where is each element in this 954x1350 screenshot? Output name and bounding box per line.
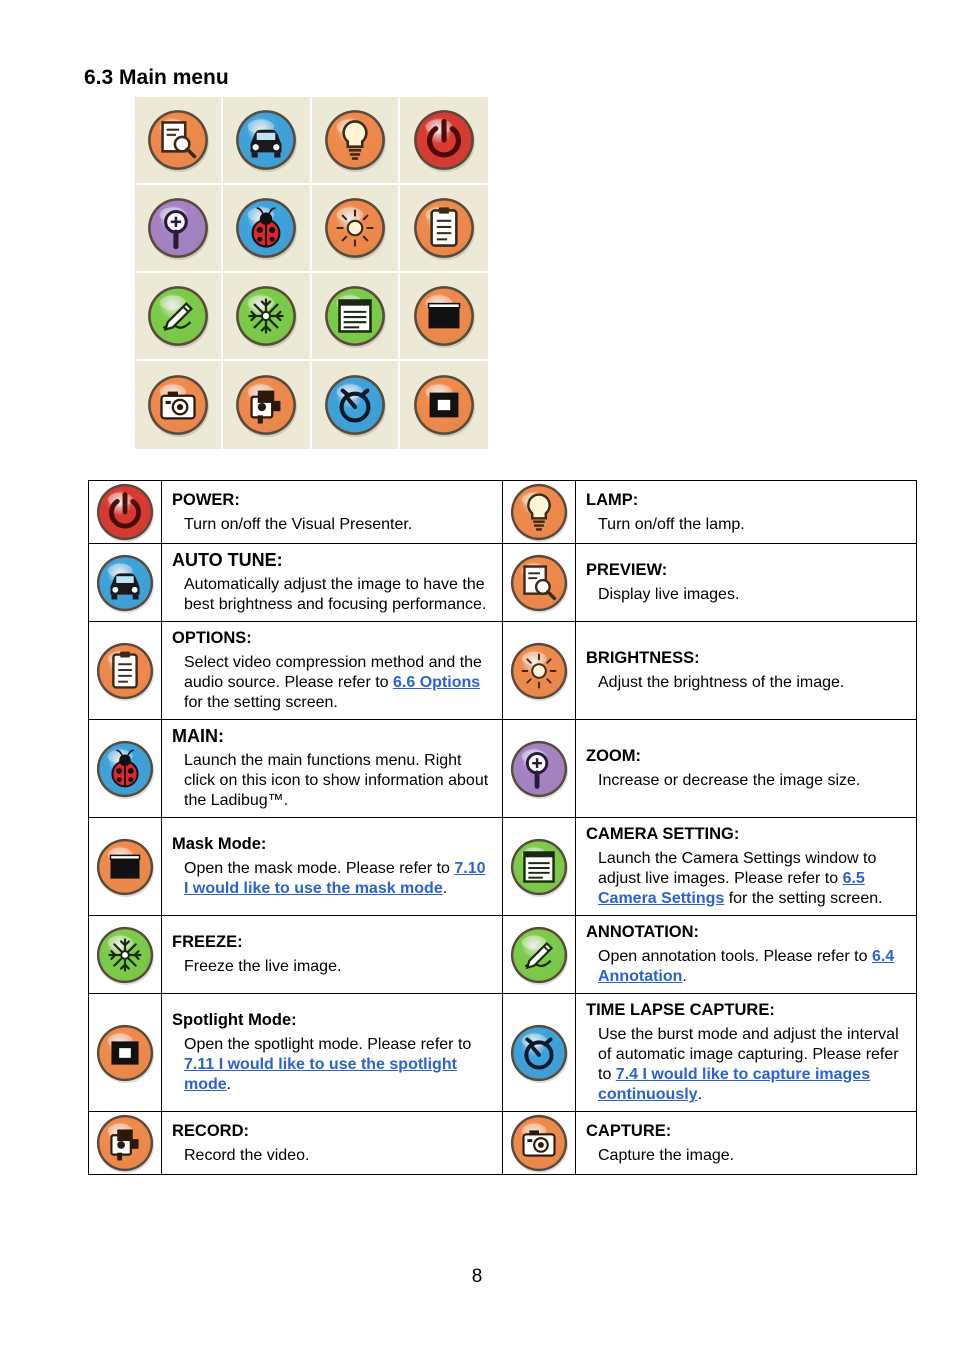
function-title: AUTO TUNE:: [172, 550, 283, 570]
function-title: PREVIEW:: [586, 561, 668, 579]
options-icon: [411, 195, 477, 261]
table-row: [89, 1112, 917, 1175]
function-title: CAPTURE:: [586, 1121, 672, 1140]
ladybug-icon: [94, 738, 156, 800]
grid-cell-ladybug: [223, 185, 311, 273]
function-description: [586, 771, 908, 791]
function-title: Spotlight Mode:: [172, 1011, 297, 1029]
grid-cell-freeze: [223, 273, 311, 361]
description-text: Select video compression method and the audio source. Please refer to: [184, 654, 482, 691]
description-text: for the setting screen.: [724, 890, 883, 907]
function-description: [172, 751, 494, 811]
function-description-cell: [576, 1112, 917, 1175]
function-description-cell: [162, 916, 503, 994]
function-icon-cell: [89, 720, 162, 818]
spotlight-icon: [94, 1022, 156, 1084]
function-description-cell: [576, 720, 917, 818]
main-menu-reference-table: [88, 480, 917, 1175]
cross-reference-link[interactable]: 6.5 Camera Settings: [598, 870, 865, 907]
preview-icon: [145, 107, 211, 173]
power-icon: [94, 481, 156, 543]
options-icon: [94, 640, 156, 702]
function-description: [172, 957, 494, 977]
main-menu-icon-grid: [135, 97, 488, 449]
camera-setting-icon: [322, 283, 388, 349]
function-title: RECORD:: [172, 1121, 249, 1140]
auto-tune-icon: [233, 107, 299, 173]
brightness-icon: [508, 640, 570, 702]
description-text: .: [442, 880, 448, 897]
function-description-cell: [576, 544, 917, 622]
mask-mode-icon: [411, 283, 477, 349]
grid-cell-zoom: [135, 185, 223, 273]
table-row: [89, 720, 917, 818]
function-title: TIME LAPSE CAPTURE:: [586, 1001, 775, 1019]
function-description: [586, 585, 908, 605]
table-row: [89, 481, 917, 544]
function-icon-cell: [503, 622, 576, 720]
function-title: OPTIONS:: [172, 629, 252, 647]
function-description-cell: [576, 481, 917, 544]
freeze-icon: [233, 283, 299, 349]
description-text: Open the mask mode. Please refer to: [184, 860, 455, 877]
function-description: [586, 1025, 908, 1105]
function-description-cell: [162, 544, 503, 622]
grid-cell-capture: [135, 361, 223, 449]
function-icon-cell: [89, 1112, 162, 1175]
annotation-icon: [145, 283, 211, 349]
description-text: Display live images.: [598, 586, 740, 603]
table-row: [89, 544, 917, 622]
description-text: for the setting screen.: [184, 694, 338, 711]
grid-cell-camera-setting: [312, 273, 400, 361]
auto-tune-icon: [94, 552, 156, 614]
description-text: Increase or decrease the image size.: [598, 772, 861, 789]
function-title: ZOOM:: [586, 747, 641, 765]
function-icon-cell: [503, 916, 576, 994]
table-row: [89, 994, 917, 1112]
grid-cell-preview: [135, 97, 223, 185]
function-description: [586, 673, 908, 693]
function-icon-cell: [89, 916, 162, 994]
page-number: 8: [471, 1266, 483, 1287]
description-text: Adjust the brightness of the image.: [598, 674, 845, 691]
grid-cell-lamp: [312, 97, 400, 185]
power-icon: [411, 107, 477, 173]
function-description-cell: [576, 994, 917, 1112]
cross-reference-link[interactable]: 7.11 I would like to use the spotlight mode: [184, 1056, 457, 1093]
description-text: Turn on/off the Visual Presenter.: [184, 515, 413, 533]
time-lapse-icon: [322, 372, 388, 438]
function-icon-cell: [503, 818, 576, 916]
camera-setting-icon: [508, 836, 570, 898]
grid-cell-mask-mode: [400, 273, 488, 361]
preview-icon: [508, 552, 570, 614]
function-icon-cell: [89, 544, 162, 622]
function-icon-cell: [503, 481, 576, 544]
description-text: Use the burst mode and adjust the interval of automatic image capturing. Please refer to: [598, 1026, 899, 1083]
description-text: Turn on/off the lamp.: [598, 515, 745, 533]
function-description-cell: [576, 916, 917, 994]
grid-cell-spotlight: [400, 361, 488, 449]
lamp-icon: [508, 481, 570, 543]
description-text: .: [697, 1086, 703, 1103]
function-description: [586, 1146, 908, 1166]
ladybug-icon: [233, 195, 299, 261]
function-title: CAMERA SETTING:: [586, 825, 740, 843]
function-title: MAIN:: [172, 726, 224, 746]
function-description: [586, 849, 908, 909]
mask-mode-icon: [94, 836, 156, 898]
cross-reference-link[interactable]: 7.10 I would like to use the mask mode: [184, 860, 486, 897]
function-icon-cell: [89, 622, 162, 720]
record-icon: [233, 372, 299, 438]
time-lapse-icon: [508, 1022, 570, 1084]
function-icon-cell: [503, 994, 576, 1112]
function-icon-cell: [89, 994, 162, 1112]
function-title: ANNOTATION:: [586, 923, 700, 941]
function-description: [172, 653, 494, 713]
function-icon-cell: [89, 818, 162, 916]
spotlight-icon: [411, 372, 477, 438]
table-row: [89, 818, 917, 916]
cross-reference-link[interactable]: 6.4 Annotation: [598, 948, 895, 985]
function-description-cell: [162, 994, 503, 1112]
function-description: [172, 1035, 494, 1095]
grid-cell-record: [223, 361, 311, 449]
function-description-cell: [162, 818, 503, 916]
description-text: Capture the image.: [598, 1146, 735, 1164]
function-description: [172, 515, 494, 535]
description-text: Automatically adjust the image to have the best brightness and focusing performance.: [184, 576, 487, 613]
grid-cell-annotation: [135, 273, 223, 361]
cross-reference-link[interactable]: 7.4 I would like to capture images continuously: [598, 1066, 871, 1103]
description-text: .: [682, 968, 687, 985]
description-text: Open annotation tools. Please refer to: [598, 948, 872, 965]
function-description: [586, 947, 908, 987]
grid-cell-options: [400, 185, 488, 273]
function-description-cell: [576, 818, 917, 916]
function-description: [586, 515, 908, 535]
function-title: BRIGHTNESS:: [586, 649, 700, 667]
capture-icon: [508, 1112, 570, 1174]
function-title: LAMP:: [586, 490, 639, 509]
grid-cell-power: [400, 97, 488, 185]
function-description-cell: [162, 720, 503, 818]
annotation-icon: [508, 924, 570, 986]
table-row: [89, 622, 917, 720]
function-title: POWER:: [172, 490, 240, 509]
function-icon-cell: [503, 720, 576, 818]
zoom-icon: [508, 738, 570, 800]
function-icon-cell: [89, 481, 162, 544]
section-heading: 6.3 Main menu: [84, 66, 229, 89]
freeze-icon: [94, 924, 156, 986]
description-text: Freeze the live image.: [184, 958, 342, 975]
function-description-cell: [162, 481, 503, 544]
function-description-cell: [162, 1112, 503, 1175]
description-text: Launch the Camera Settings window to adjust live images. Please refer to: [598, 850, 877, 887]
function-description: [172, 1146, 494, 1166]
function-description: [172, 859, 494, 899]
function-description-cell: [162, 622, 503, 720]
cross-reference-link[interactable]: 6.6 Options: [393, 674, 481, 691]
function-description: [172, 575, 494, 615]
function-description-cell: [576, 622, 917, 720]
grid-cell-auto-tune: [223, 97, 311, 185]
description-text: Record the video.: [184, 1146, 310, 1164]
function-icon-cell: [503, 544, 576, 622]
function-title: Mask Mode:: [172, 835, 267, 853]
capture-icon: [145, 372, 211, 438]
zoom-icon: [145, 195, 211, 261]
grid-cell-time-lapse: [312, 361, 400, 449]
function-icon-cell: [503, 1112, 576, 1175]
table-row: [89, 916, 917, 994]
description-text: Launch the main functions menu. Right click on this icon to show information about the Ladibug™.: [184, 752, 489, 809]
record-icon: [94, 1112, 156, 1174]
function-title: FREEZE:: [172, 933, 243, 951]
description-text: Open the spotlight mode. Please refer to: [184, 1036, 472, 1053]
brightness-icon: [322, 195, 388, 261]
lamp-icon: [322, 107, 388, 173]
description-text: .: [226, 1076, 232, 1093]
grid-cell-brightness: [312, 185, 400, 273]
